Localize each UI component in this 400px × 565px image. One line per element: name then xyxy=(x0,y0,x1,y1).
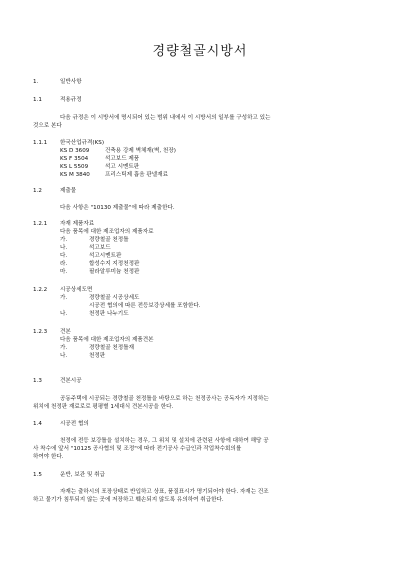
section-1-4-para-line-1: 천정에 전등 보강틀을 설치하는 경우, 그 위치 및 설치에 관련된 사항에 대하여 해당 공 xyxy=(60,438,269,444)
list-marker: 라. xyxy=(60,261,68,267)
ks-name: 건축용 강제 벽체재(벽, 천장) xyxy=(105,148,176,154)
list-item: 합성수지 지정천정판 xyxy=(89,261,140,267)
section-1-3-number: 1.3 xyxy=(33,378,42,384)
section-1-1-number: 1.1 xyxy=(33,97,42,103)
ks-name: 석고 시멘트판 xyxy=(105,164,140,170)
section-1-1-1-title: 한국산업규격(KS) xyxy=(60,140,105,146)
list-item: 석고시멘트판 xyxy=(89,253,122,259)
section-1-4-para-line-2: 사 착수에 앞서 "10125 공사협의 및 조정"에 따라 전기공사 수급인과 작업착수회의를 xyxy=(33,446,242,452)
section-1-1-title: 적용규정 xyxy=(60,97,82,103)
section-1-2-1-number: 1.2.1 xyxy=(33,221,48,227)
list-item: 필라알루미늄 천정판 xyxy=(89,269,140,275)
ks-code: KS M 3840 xyxy=(60,172,90,178)
section-1-2-3-number: 1.2.3 xyxy=(33,329,48,335)
section-1-2-number: 1.2 xyxy=(33,188,42,194)
section-1-3-title: 견본시공 xyxy=(60,378,82,384)
section-1-5-para-line-1: 자재는 출하시의 포장상태로 반입하고 상표, 품질표시가 명기되어야 한다. 자재는 건조 xyxy=(60,489,269,495)
section-1-2-2-title: 시공상세도면 xyxy=(60,287,93,293)
section-1-2-1-title: 자재 제품자료 xyxy=(60,221,95,227)
section-1-4-title: 시공전 협의 xyxy=(60,421,89,427)
section-1-5-number: 1.5 xyxy=(33,472,42,478)
list-marker: 다. xyxy=(60,253,68,259)
ks-name: 프리스틱제 흡음 판넬재료 xyxy=(105,172,168,178)
list-marker: 나. xyxy=(60,353,68,359)
section-1-2-title: 제출물 xyxy=(60,188,77,194)
ks-code: KS L 5509 xyxy=(60,164,89,170)
list-marker: 가. xyxy=(60,345,68,351)
ks-name: 석고보드 제품 xyxy=(105,156,140,162)
ks-code: KS D 3609 xyxy=(60,148,90,154)
list-marker: 가. xyxy=(60,237,68,243)
list-item: 시공전 협의에 따른 전등보강상세를 포함한다. xyxy=(89,303,201,309)
section-1-5-para-line-2: 하고 물기가 침투되지 않는 곳에 저장하고 훼손되지 않도록 유의하여 취급한다. xyxy=(33,497,224,503)
section-1-title: 일반사항 xyxy=(60,79,82,85)
section-1-1-para-line-1: 다음 규정은 이 시방서에 명시되어 있는 범위 내에서 이 시방서의 일부를 구성하고 있는 xyxy=(60,115,271,121)
section-1-4-number: 1.4 xyxy=(33,421,42,427)
list-marker: 나. xyxy=(60,311,68,317)
section-1-2-3-intro: 다음 품목에 대한 제조업자의 제품견본 xyxy=(60,337,154,343)
section-1-2-1-intro: 다음 품목에 대한 제조업자의 제품자료 xyxy=(60,229,154,235)
section-1-5-title: 운반, 보관 및 취급 xyxy=(60,472,105,478)
list-item: 천정판 xyxy=(89,353,106,359)
list-marker: 가. xyxy=(60,295,68,301)
document-title: 경량철골시방서 xyxy=(152,44,248,59)
list-item: 경량철골 천정틀재 xyxy=(89,345,135,351)
section-1-4-para-line-3: 하여야 한다. xyxy=(33,454,64,460)
section-1-number: 1. xyxy=(33,79,39,85)
section-1-2-para: 다음 사항은 "10130 제출물"에 따라 제출한다. xyxy=(60,205,175,211)
section-1-1-1-number: 1.1.1 xyxy=(33,140,48,146)
section-1-2-3-title: 견본 xyxy=(60,329,71,335)
ks-code: KS F 3504 xyxy=(60,156,89,162)
list-item: 경량철골 천정틀 xyxy=(89,237,129,243)
list-marker: 마. xyxy=(60,269,68,275)
list-item: 경량철골 시공상세도 xyxy=(89,295,140,301)
list-item: 석고보드 xyxy=(89,245,111,251)
list-item: 천정판 나누기도 xyxy=(89,311,129,317)
list-marker: 나. xyxy=(60,245,68,251)
section-1-3-para-line-1: 공동주택에 시공되는 경량철골 천정틀을 바탕으로 하는 천정공사는 공독자가 지정하는 xyxy=(60,396,269,402)
section-1-3-para-line-2: 위치에 천정판 재료로로 평평별 1세대식 견본시공을 한다. xyxy=(33,404,174,410)
section-1-2-2-number: 1.2.2 xyxy=(33,287,48,293)
section-1-1-para-line-2: 것으로 본다 xyxy=(33,123,62,129)
